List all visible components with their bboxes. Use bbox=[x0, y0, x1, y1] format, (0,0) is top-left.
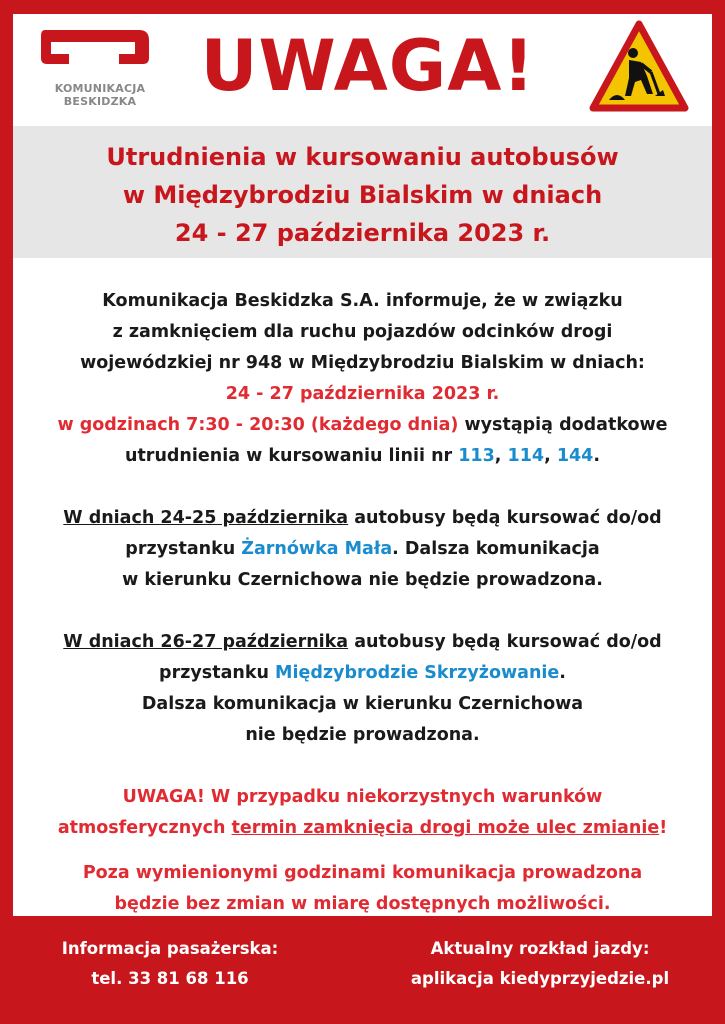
footer bbox=[0, 916, 725, 1024]
p2-stop: Żarnówka Mała bbox=[241, 539, 393, 559]
notice-title bbox=[13, 138, 712, 252]
final-line-2: będzie bez zmian w miarę dostępnych możliwości. bbox=[114, 894, 611, 914]
timetable-app: aplikacja kiedyprzyjedzie.pl bbox=[410, 969, 670, 988]
intro-line-2: z zamknięciem dla ruchu pojazdów odcinków drogi bbox=[112, 322, 613, 342]
header bbox=[13, 14, 712, 126]
warning-line-2 bbox=[13, 813, 712, 844]
notice-body bbox=[13, 286, 712, 920]
final-line-1: Poza wymienionymi godzinami komunikacja prowadzona bbox=[82, 863, 643, 883]
separator-2: , bbox=[544, 446, 557, 466]
bus-line-113: 113 bbox=[458, 446, 495, 466]
separator-1: , bbox=[494, 446, 508, 466]
p3-line-3: Dalsza komunikacja w kierunku Czernichowa bbox=[141, 694, 584, 714]
bus-line-114: 114 bbox=[507, 446, 545, 466]
company-logo bbox=[35, 24, 155, 119]
intro-hours-line bbox=[13, 410, 712, 441]
title-line-3: 24 - 27 października 2023 r. bbox=[174, 219, 551, 247]
intro-hours: w godzinach 7:30 - 20:30 (każdego dnia) bbox=[57, 415, 459, 435]
warning-text-c: ! bbox=[659, 818, 668, 838]
warning-text-b: termin zamknięcia drogi może ulec zmianie bbox=[231, 818, 660, 838]
intro-line-1: Komunikacja Beskidzka S.A. informuje, że w związku bbox=[102, 291, 623, 311]
p2-line-2 bbox=[13, 534, 712, 565]
p2-text-3: . Dalsza komunikacja bbox=[392, 539, 600, 559]
p2-text-2: przystanku bbox=[125, 539, 242, 559]
intro-lines-text: utrudnienia w kursowaniu linii nr bbox=[124, 446, 459, 466]
warning-line-1: UWAGA! W przypadku niekorzystnych warunków bbox=[122, 787, 603, 807]
p3-line-1 bbox=[13, 627, 712, 658]
p3-text-3: . bbox=[559, 663, 566, 683]
timetable-info bbox=[380, 934, 700, 994]
title-line-1: Utrudnienia w kursowaniu autobusów bbox=[106, 143, 619, 171]
bus-line-144: 144 bbox=[556, 446, 594, 466]
logo-line-2: BESKIDZKA bbox=[63, 95, 137, 108]
p3-text-1: autobusy będą kursować do/od bbox=[348, 632, 662, 652]
intro-lines-line bbox=[13, 441, 712, 472]
p3-days: W dniach 26-27 października bbox=[63, 632, 349, 652]
p3-line-2 bbox=[13, 658, 712, 689]
passenger-info bbox=[30, 934, 310, 994]
roadworks-warning-icon bbox=[589, 20, 689, 112]
title-line-2: w Międzybrodziu Bialskim w dniach bbox=[122, 181, 603, 209]
headline: UWAGA! bbox=[200, 25, 536, 107]
timetable-label: Aktualny rozkład jazdy: bbox=[430, 939, 650, 958]
passenger-info-label: Informacja pasażerska: bbox=[61, 939, 279, 958]
bus-logo-icon bbox=[35, 24, 155, 80]
logo-line-1: KOMUNIKACJA bbox=[54, 82, 146, 95]
intro-period: . bbox=[593, 446, 600, 466]
p2-days: W dniach 24-25 października bbox=[63, 508, 349, 528]
p2-line-3: w kierunku Czernichowa nie będzie prowadzona. bbox=[122, 570, 603, 590]
title-band bbox=[13, 126, 712, 258]
p2-line-1 bbox=[13, 503, 712, 534]
intro-after-hours: wystąpią dodatkowe bbox=[458, 415, 668, 435]
warning-text-a: atmosferycznych bbox=[57, 818, 232, 838]
logo-text bbox=[35, 82, 165, 108]
passenger-info-phone: tel. 33 81 68 116 bbox=[91, 969, 249, 988]
p3-stop: Międzybrodzie Skrzyżowanie bbox=[275, 663, 560, 683]
intro-line-3: wojewódzkiej nr 948 w Międzybrodziu Bialskim w dniach: bbox=[80, 353, 645, 373]
p2-text-1: autobusy będą kursować do/od bbox=[348, 508, 662, 528]
p3-text-2: przystanku bbox=[159, 663, 276, 683]
poster-sheet bbox=[13, 14, 712, 916]
p3-line-4: nie będzie prowadzona. bbox=[245, 725, 480, 745]
intro-dates: 24 - 27 października 2023 r. bbox=[225, 384, 500, 404]
